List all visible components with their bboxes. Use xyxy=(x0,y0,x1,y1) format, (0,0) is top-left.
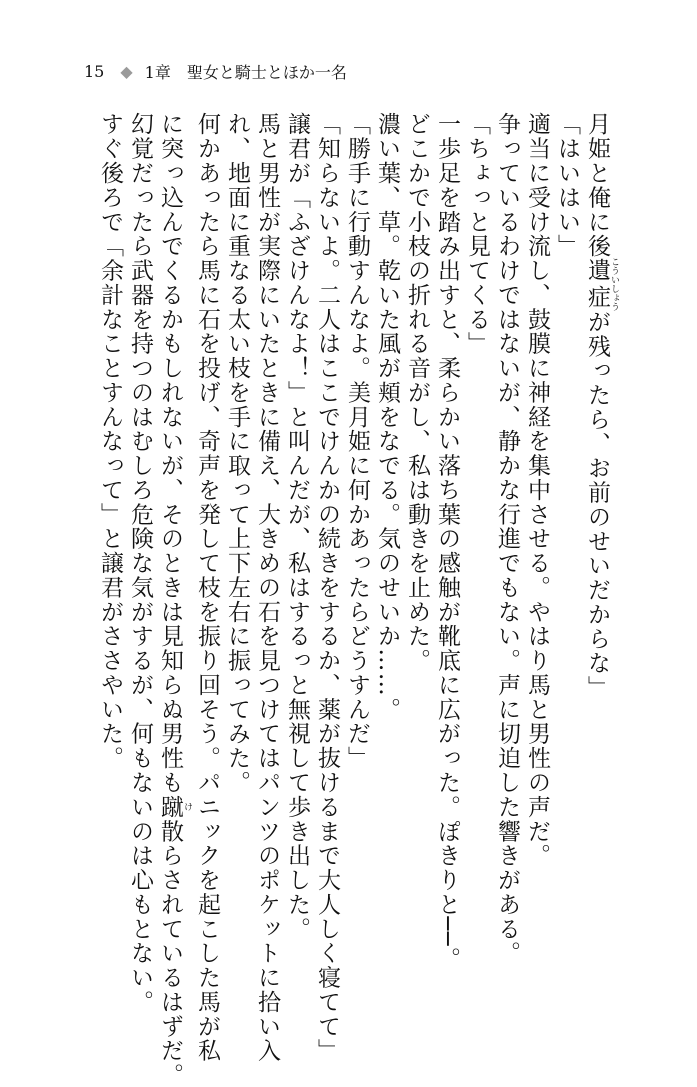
chapter-title: 聖女と騎士とほか一名 xyxy=(186,63,347,82)
chapter-number: 1章 xyxy=(144,63,171,82)
page-number: 15 xyxy=(84,62,105,81)
text-line: 「ちょっと見てくる」 xyxy=(464,112,490,356)
furigana-word: 蹴 け xyxy=(157,794,192,820)
text-line: 馬と男性が実際にいたときに備え、大きめの石を見つけてはパンツのポケットに拾い入 xyxy=(254,112,280,1063)
text-line: 何かあったら馬に石を投げ、奇声を発して枝を振り回そう。パニックを起こした馬が私 xyxy=(194,112,220,1063)
text-line: 「はいはい」 xyxy=(554,112,580,259)
text-line: 月姫と俺に後遺症 こういしょうが残ったら、お前のせいだからな」 xyxy=(584,112,619,700)
text-line: 争っているわけではないが、静かな行進でもない。声に切迫した響きがある。 xyxy=(494,112,520,966)
text-line: 濃い葉、草。乾いた風が頬をなでる。気のせいか……。 xyxy=(374,112,400,722)
furigana-word: 遺症 こういしょう xyxy=(584,256,619,311)
text-line: すぐ後ろで「余計なことすんなって」と譲君がささやいた。 xyxy=(97,112,123,771)
vertical-text-body xyxy=(95,112,619,1087)
text-line: れ、地面に重なる太い枝を手に取って上下左右に振ってみた。 xyxy=(224,112,250,795)
text-line: 幻覚だったら武器を持つのはむしろ危険な気がするが、何もないのは心もとない。 xyxy=(127,112,153,1015)
text-line: 一歩足を踏み出すと、柔らかい落ち葉の感触が靴底に広がった。ぽきりと──。 xyxy=(434,112,460,972)
running-header xyxy=(84,60,347,83)
text-line: 「知らないよ。二人はここでけんかの続きをするか、薬が抜けるまで大人しく寝てて」 xyxy=(314,112,340,1063)
text-line: 適当に受け流し、鼓膜に神経を集中させる。やはり馬と男性の声だ。 xyxy=(524,112,550,868)
diamond-separator-icon: ◆ xyxy=(120,62,133,81)
text-line: 「勝手に行動すんなよ。美月姫に何かあったらどうすんだ」 xyxy=(344,112,370,771)
text-line: どこかで小枝の折れる音がし、私は動きを止めた。 xyxy=(404,112,430,673)
text-line: 譲君が「ふざけんなよ！」と叫んだが、私はするっと無視して歩き出した。 xyxy=(284,112,310,941)
text-line: に突っ込んでくるかもしれないが、そのときは見知らぬ男性も蹴 け散らされているはずだ。 xyxy=(157,112,192,1087)
